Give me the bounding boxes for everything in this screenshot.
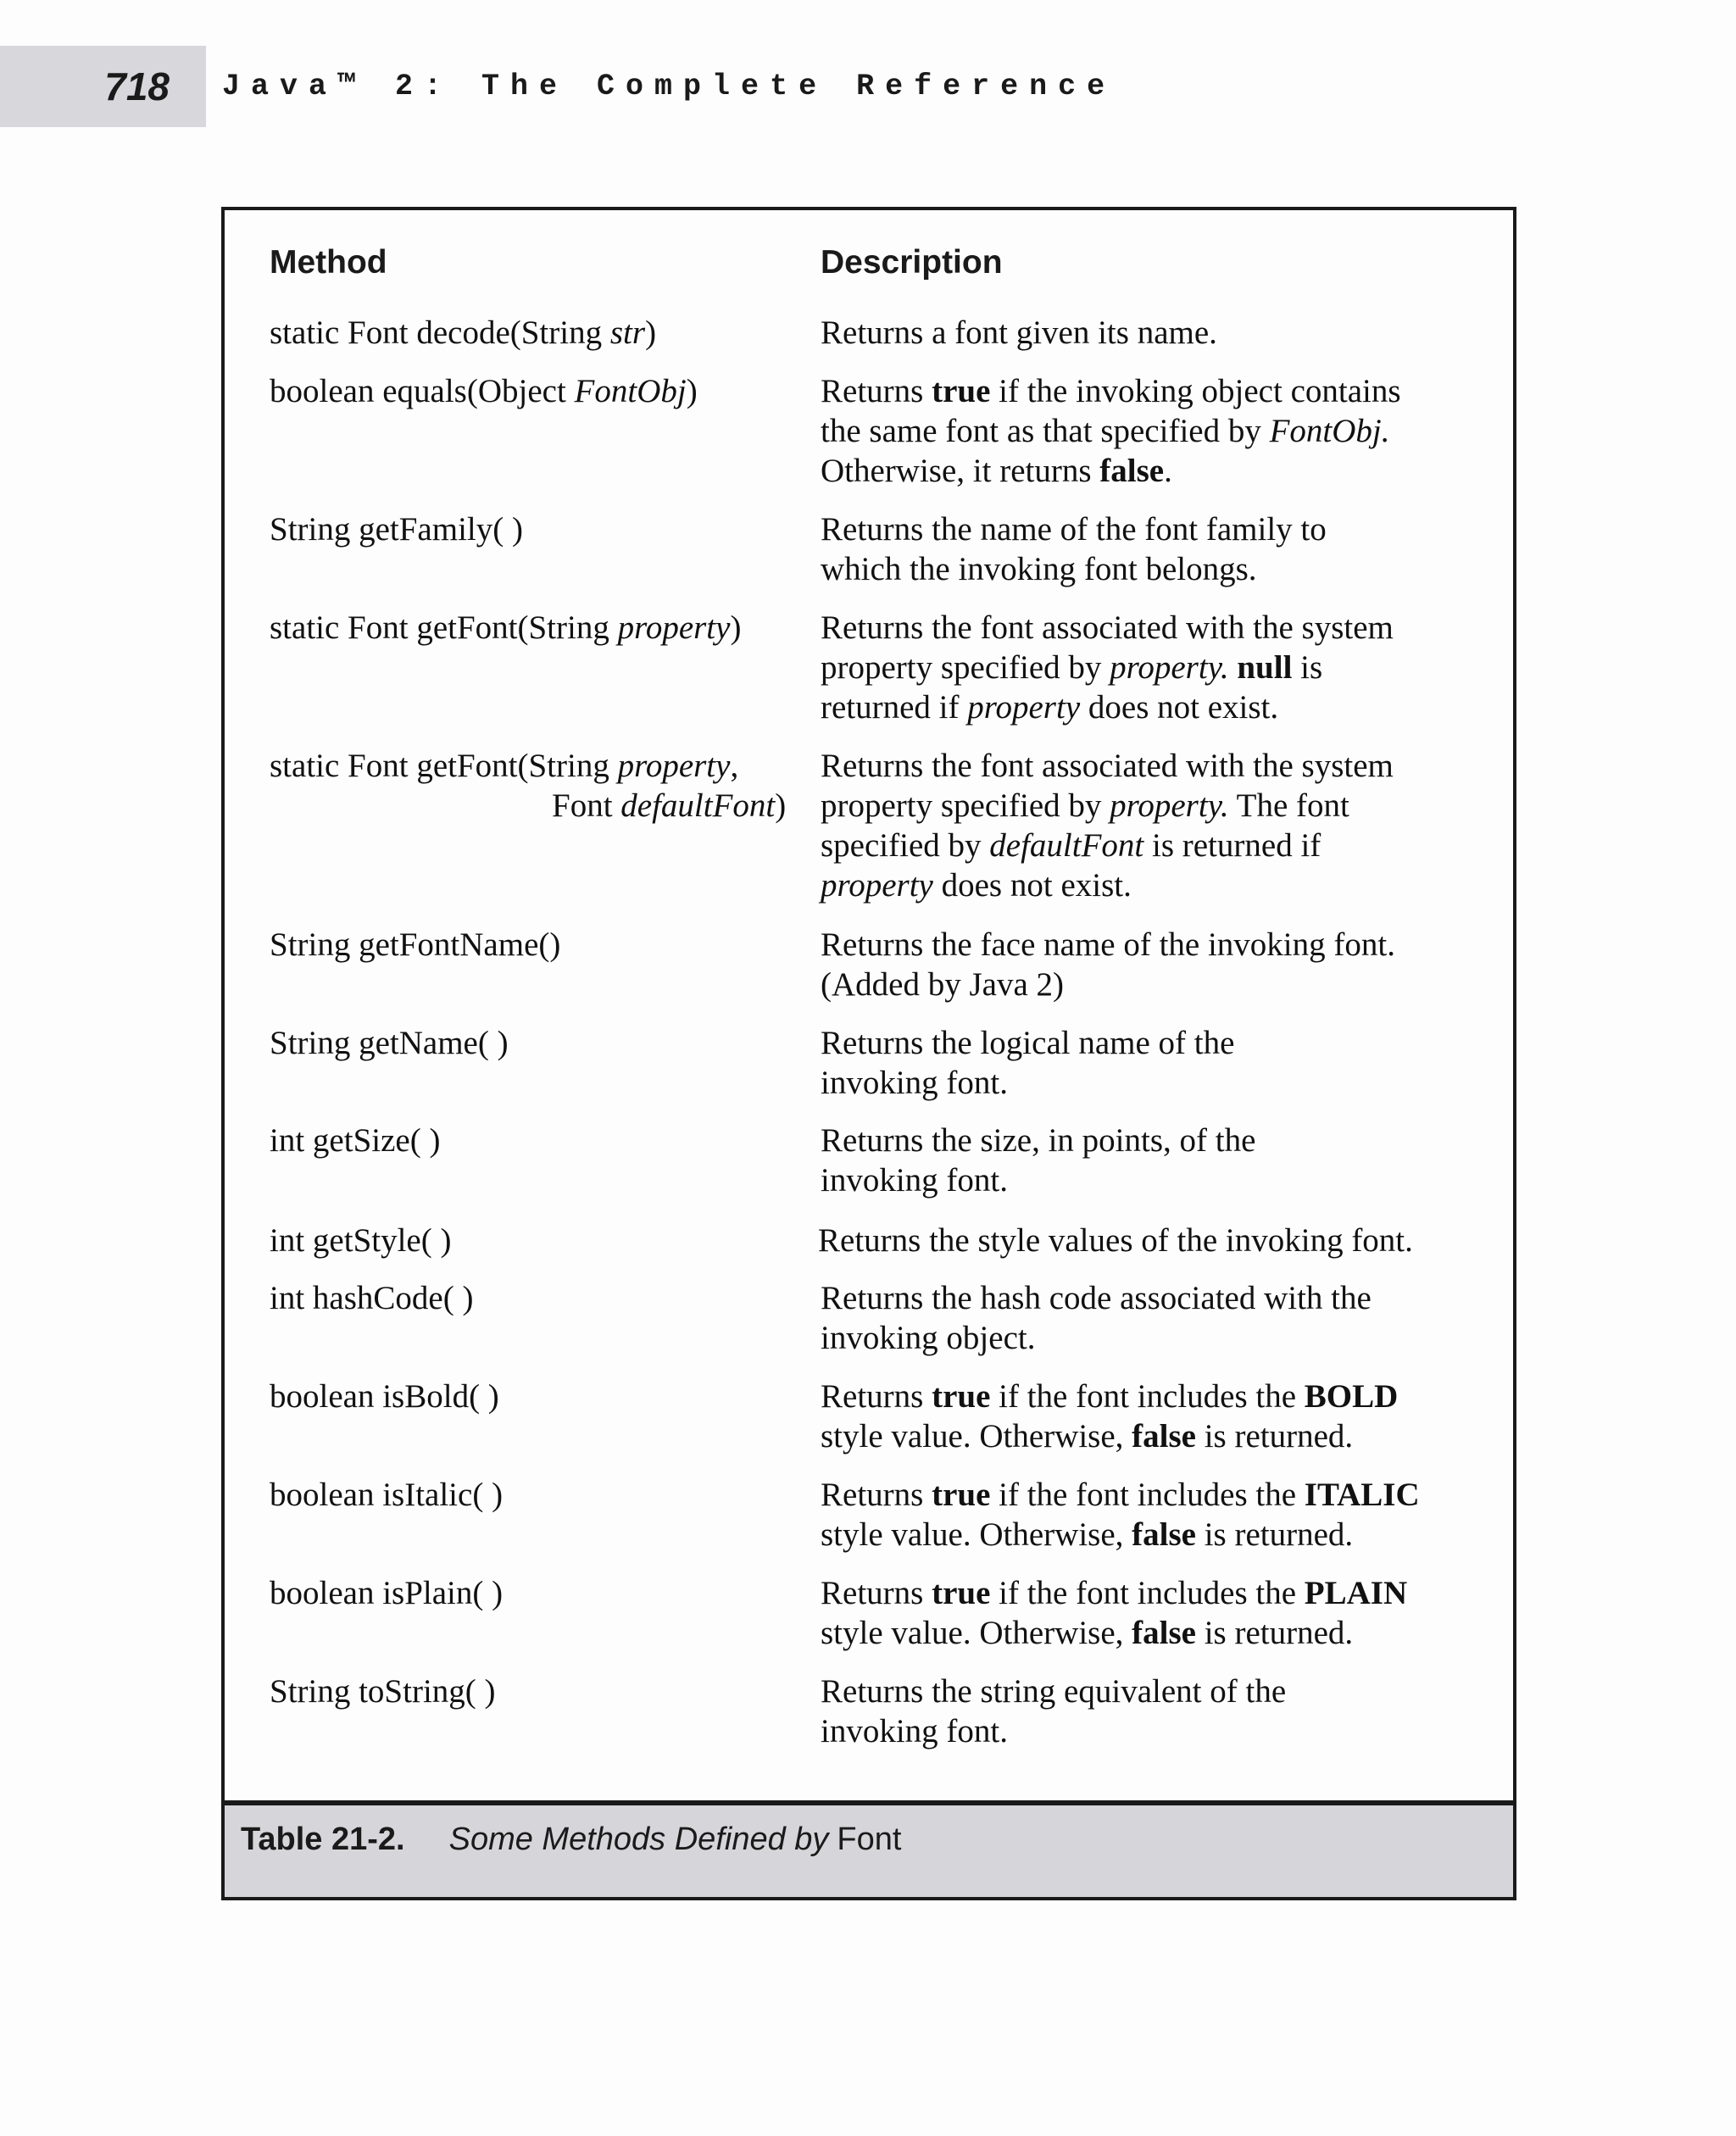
method-signature: String getFontName() bbox=[270, 926, 561, 963]
method-description: Returns the font associated with the system property specified by property. null is returned if property does not exist. bbox=[821, 609, 1394, 726]
method-signature: int getStyle( ) bbox=[270, 1222, 452, 1259]
method-description: Returns the size, in points, of the invoking font. bbox=[821, 1122, 1256, 1199]
method-signature: String getName( ) bbox=[270, 1025, 509, 1061]
method-signature: static Font getFont(String property, Font defaultFont) bbox=[270, 748, 787, 824]
method-signature: int hashCode( ) bbox=[270, 1280, 474, 1316]
method-description: Returns the logical name of the invoking font. bbox=[821, 1025, 1235, 1101]
method-description: Returns the name of the font family to which the invoking font belongs. bbox=[821, 511, 1327, 587]
method-description: Returns true if the font includes the PLAIN style value. Otherwise, false is returned. bbox=[821, 1575, 1408, 1651]
method-signature: int getSize( ) bbox=[270, 1122, 441, 1159]
method-description: Returns the string equivalent of the invoking font. bbox=[821, 1673, 1287, 1749]
method-description: Returns a font given its name. bbox=[821, 314, 1217, 351]
table-caption bbox=[241, 1816, 901, 1863]
method-signature: boolean equals(Object FontObj) bbox=[270, 373, 698, 409]
column-header-method: Method bbox=[270, 244, 387, 281]
method-description: Returns the font associated with the system property specified by property. The font specified by defaultFont is returned if property does not exist. bbox=[821, 748, 1394, 904]
column-header-description: Description bbox=[821, 244, 1003, 281]
caption-label: Table 21-2. bbox=[241, 1821, 405, 1857]
method-signature: String getFamily( ) bbox=[270, 511, 523, 548]
method-description: Returns true if the invoking object contains the same font as that specified by FontObj. Otherwise, it returns false. bbox=[821, 373, 1401, 489]
method-signature: boolean isPlain( ) bbox=[270, 1575, 504, 1611]
method-signature: boolean isItalic( ) bbox=[270, 1477, 504, 1513]
method-description: Returns true if the font includes the ITALIC style value. Otherwise, false is returned. bbox=[821, 1477, 1420, 1553]
running-header-title: Java™ 2: The Complete Reference bbox=[222, 70, 1116, 103]
method-signature: String toString( ) bbox=[270, 1673, 496, 1710]
method-description: Returns true if the font includes the BOLD style value. Otherwise, false is returned. bbox=[821, 1378, 1399, 1455]
caption-text: Some Methods Defined by bbox=[448, 1821, 829, 1857]
method-signature: boolean isBold( ) bbox=[270, 1378, 499, 1415]
method-description: Returns the style values of the invoking font. bbox=[818, 1222, 1413, 1259]
method-signature: static Font decode(String str) bbox=[270, 314, 657, 351]
method-description: Returns the hash code associated with the invoking object. bbox=[821, 1280, 1372, 1356]
method-description: Returns the face name of the invoking font. (Added by Java 2) bbox=[821, 926, 1395, 1003]
page-number: 718 bbox=[104, 64, 170, 108]
method-signature: static Font getFont(String property) bbox=[270, 609, 742, 646]
caption-class-name: Font bbox=[837, 1821, 902, 1857]
